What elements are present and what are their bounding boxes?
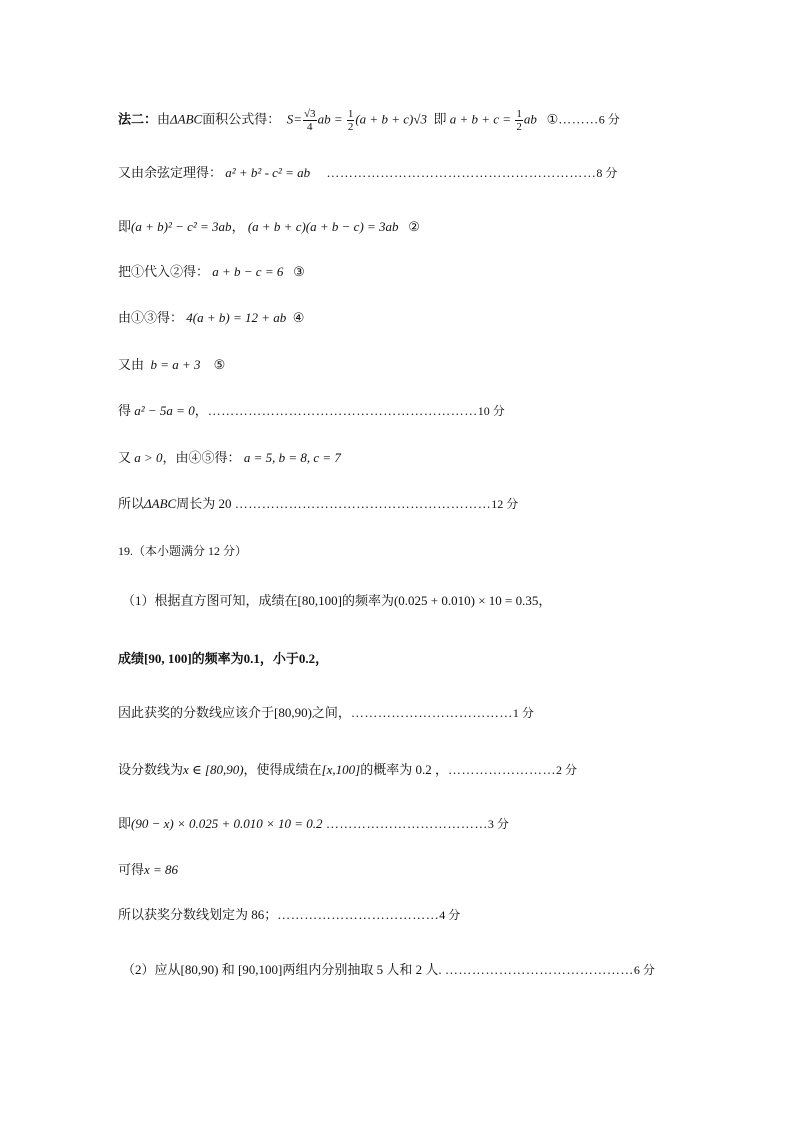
line-frequency-90-100 bbox=[118, 650, 328, 668]
score-label: 10 分 bbox=[477, 404, 505, 418]
formula: (a + b + c)(a + b − c) = 3ab bbox=[247, 219, 399, 234]
score-label: 2 分 bbox=[555, 763, 577, 777]
text: ，由④⑤得： bbox=[162, 450, 241, 465]
formula: 4(a + b) = 12 + ab bbox=[186, 310, 287, 325]
text: 又由余弦定理得： bbox=[118, 165, 223, 180]
equation-marker: ④ bbox=[292, 310, 305, 325]
formula: ab bbox=[523, 111, 537, 127]
score-label: 4 分 bbox=[439, 908, 461, 922]
text: 面积公式得： bbox=[202, 111, 281, 127]
text: 由 bbox=[157, 111, 171, 127]
formula: [90,100] bbox=[237, 962, 283, 977]
leader-dots: ………………………………………………… bbox=[234, 496, 492, 511]
fraction-sqrt3-over-4: $\frac{√3}{4}$ bbox=[304, 108, 316, 133]
formula: (0.025 + 0.010) × 10 = 0.35 bbox=[393, 593, 539, 608]
leader-dots: …………………… bbox=[447, 762, 556, 777]
leader-dots: ……………………………… bbox=[325, 816, 488, 831]
line-part2-sampling bbox=[122, 961, 655, 979]
text: 的概率为 0.2 ， bbox=[360, 762, 448, 777]
formula: a² − 5a = 0 bbox=[134, 403, 195, 418]
line-solution bbox=[118, 449, 341, 467]
text: 即 bbox=[118, 816, 132, 831]
formula: b = a + 3 bbox=[150, 357, 201, 372]
text: 所以获奖分数线划定为 86； bbox=[118, 907, 278, 922]
formula: a > 0 bbox=[134, 450, 163, 465]
text: （1）根据直方图可知，成绩在 bbox=[122, 593, 298, 608]
line-equation bbox=[118, 815, 509, 833]
text: 和 bbox=[221, 962, 235, 977]
text: 即 bbox=[118, 219, 132, 234]
line-given bbox=[118, 356, 225, 374]
formula: a + b − c = 6 bbox=[212, 264, 284, 279]
line-cosine-law bbox=[118, 164, 617, 182]
leader-dots: …………………………………………………… bbox=[207, 403, 478, 418]
text: ， bbox=[538, 593, 552, 608]
equation-marker: ① bbox=[546, 111, 559, 127]
line-threshold-range bbox=[118, 704, 534, 722]
text: 由①③得： bbox=[118, 310, 184, 325]
formula: a + b + c = bbox=[449, 111, 512, 127]
formula: (90 − x) × 0.025 + 0.010 × 10 = 0.2 bbox=[131, 816, 323, 831]
text: 的频率为 bbox=[341, 593, 394, 608]
method-label: 法二： bbox=[118, 111, 158, 127]
question-title: 19.（本小题满分 12 分） bbox=[118, 544, 248, 558]
text: 周长为 20 bbox=[176, 496, 232, 511]
formula: (a + b)² − c² = 3ab bbox=[131, 219, 232, 234]
formula: x ∈ [80,90) bbox=[183, 762, 244, 777]
line-method-two bbox=[118, 108, 620, 133]
leader-dots: …………………………………… bbox=[444, 962, 634, 977]
formula: S= bbox=[286, 111, 303, 127]
leader-dots: ……………………………… bbox=[277, 907, 440, 922]
line-expansion bbox=[118, 218, 420, 236]
line-threshold-conclusion bbox=[118, 906, 460, 924]
text: ，使得成绩在 bbox=[243, 762, 322, 777]
text: 得 bbox=[118, 403, 132, 418]
equation-marker: ⑤ bbox=[213, 357, 226, 372]
formula: (a + b + c)√3 bbox=[355, 111, 427, 127]
equation-marker: ③ bbox=[293, 264, 305, 279]
score-label: 6 分 bbox=[633, 963, 655, 977]
formula: [80,100] bbox=[297, 593, 342, 608]
formula: x = 86 bbox=[144, 862, 179, 877]
line-perimeter bbox=[118, 495, 518, 513]
formula: ab = bbox=[317, 111, 343, 127]
line-substitute bbox=[118, 263, 305, 281]
formula: a² + b² - c² = ab bbox=[225, 165, 311, 180]
text: 又 bbox=[118, 450, 132, 465]
formula: a = 5, b = 8, c = 7 bbox=[243, 450, 341, 465]
text: 把①代入②得： bbox=[118, 264, 210, 279]
text: 可得 bbox=[118, 862, 145, 877]
score-label: 8 分 bbox=[596, 166, 618, 180]
text: 即 bbox=[433, 111, 447, 127]
leader-dots: ……… bbox=[558, 111, 599, 127]
text: 设分数线为 bbox=[118, 762, 184, 777]
score-label: 3 分 bbox=[487, 817, 509, 831]
leader-dots: ……………………………… bbox=[350, 705, 513, 720]
text: ， bbox=[231, 219, 245, 234]
question-heading bbox=[118, 542, 247, 560]
text: 两组内分别抽取 5 人和 2 人. bbox=[282, 962, 442, 977]
triangle-symbol: ΔABC bbox=[144, 496, 177, 511]
score-label: 1 分 bbox=[512, 706, 534, 720]
text: 所以 bbox=[118, 496, 145, 511]
line-part1-frequency bbox=[122, 592, 551, 610]
text: （2）应从 bbox=[122, 962, 181, 977]
text: 因此获奖的分数线应该介于[80,90)之间， bbox=[118, 705, 351, 720]
triangle-symbol: ΔABC bbox=[170, 111, 203, 127]
equation-marker: ② bbox=[408, 219, 420, 234]
score-label: 12 分 bbox=[491, 497, 519, 511]
fraction-one-half: $\frac{1}{2}$ bbox=[516, 108, 522, 133]
score-label: 6 分 bbox=[598, 112, 620, 127]
line-set-threshold bbox=[118, 761, 577, 779]
line-quadratic bbox=[118, 402, 505, 420]
text: ， bbox=[194, 403, 208, 418]
formula: [x,100] bbox=[321, 762, 361, 777]
formula: [80,90) bbox=[180, 962, 219, 977]
text: 又由 bbox=[118, 357, 145, 372]
text: 成绩[90, 100]的频率为0.1，小于0.2， bbox=[118, 651, 329, 666]
leader-dots: …………………………………………………… bbox=[326, 165, 597, 180]
line-combine bbox=[118, 309, 304, 327]
line-result bbox=[118, 861, 178, 879]
fraction-one-half: $\frac{1}{2}$ bbox=[347, 108, 354, 133]
